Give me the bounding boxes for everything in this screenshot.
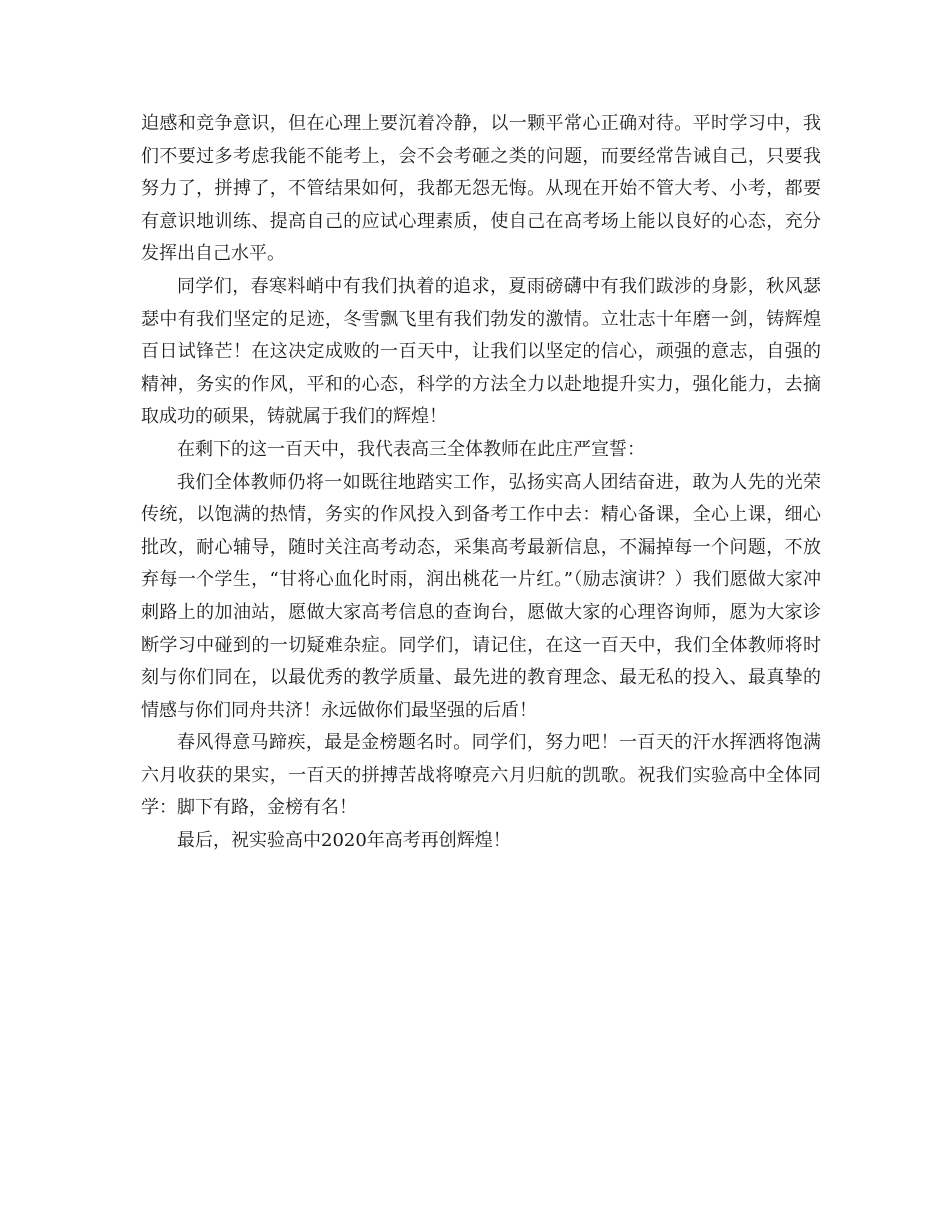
paragraph-1: 迫感和竞争意识，但在心理上要沉着冷静，以一颗平常心正确对待。平时学习中，我们不要过多考虑我能不能考上，会不会考砸之类的问题，而要经常告诫自己，只要我努力了，拼搏了，不管结果如何，我都无怨无悔。从现在开始不管大考、小考，都要有意识地训练、提高自己的应试心理素质，使自己在高考场上能以良好的心态，充分发挥出自己水平。	[141, 113, 821, 265]
paragraph-4: 我们全体教师仍将一如既往地踏实工作，弘扬实高人团结奋进，敢为人先的光荣传统，以饱满的热情，务实的作风投入到备考工作中去：精心备课，全心上课，细心批改，耐心辅导，随时关注高考动态，采集高考最新信息，不漏掉每一个问题，不放弃每一个学生，“甘将心血化时雨，润出桃花一片红。”（励志演讲？）我们愿做大家冲刺路上的加油站，愿做大家高考信息的查询台，愿做大家的心理咨询师，愿为大家诊断学习中碰到的一切疑难杂症。同学们，请记住，在这一百天中，我们全体教师将时刻与你们同在，以最优秀的教学质量、最先进的教育理念、最无私的投入、最真挚的情感与你们同舟共济！永远做你们最坚强的后盾！	[141, 471, 821, 721]
paragraph-6: 最后，祝实验高中2020年高考再创辉煌！	[177, 830, 511, 852]
paragraph-3: 在剩下的这一百天中，我代表高三全体教师在此庄严宣誓：	[177, 438, 645, 460]
paragraph-2: 同学们，春寒料峭中有我们执着的追求，夏雨磅礴中有我们跋涉的身影，秋风瑟瑟中有我们坚定的足迹，冬雪飘飞里有我们勃发的激情。立壮志十年磨一剑，铸辉煌百日试锋芒！在这决定成败的一百天中，让我们以坚定的信心，顽强的意志，自强的精神，务实的作风，平和的心态，科学的方法全力以赴地提升实力，强化能力，去摘取成功的硕果，铸就属于我们的辉煌！	[141, 275, 821, 428]
paragraph-5: 春风得意马蹄疾，最是金榜题名时。同学们，努力吧！一百天的汗水挥洒将饱满六月收获的果实，一百天的拼搏苦战将嘹亮六月归航的凯歌。祝我们实验高中全体同学：脚下有路，金榜有名！	[141, 732, 821, 819]
document-body	[141, 108, 821, 858]
